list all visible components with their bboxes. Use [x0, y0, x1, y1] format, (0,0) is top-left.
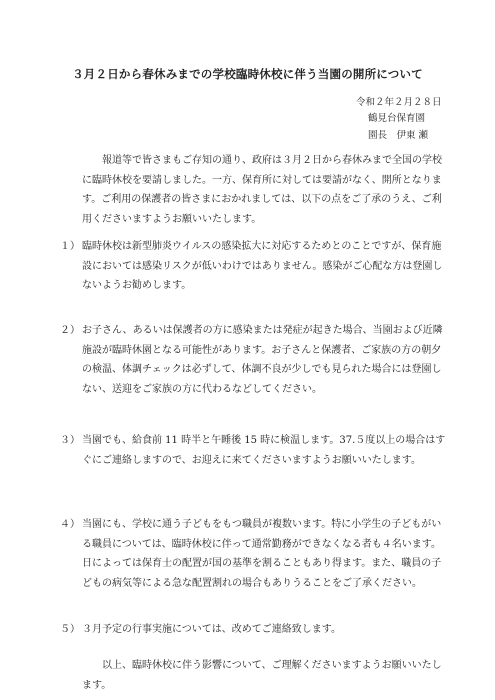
item-text: 臨時休校は新型肺炎ウイルスの感染拡大に対応するためとのことですが、保育施設においては感染リスクが低いわけではありません。感染がご心配な方は登園しないようお勧めします。	[82, 241, 443, 291]
list-item	[60, 431, 446, 470]
document-title: ３月２日から春休みまでの学校臨時休校に伴う当園の開所について	[72, 67, 423, 81]
organization-name: 鶴見台保育園	[368, 113, 426, 124]
list-item	[60, 620, 446, 640]
intro-paragraph: 報道等で皆さまもご存知の通り、政府は３月２日から春休みまで全国の学校に臨時休校を要請しました。一方、保育所に対しては要請がなく、開所となります。ご利用の保護者の皆さまにおかれましては、以下の点をご了承のうえ、ご利用くださいますようお願いいたします。	[82, 155, 442, 225]
item-text: 当園にも、学校に通う子どもをもつ職員が複数います。特に小学生の子どもがいる職員については、臨時休校に伴って通常勤務ができなくなる者も４名います。日によっては保育士の配置が国の基準を割ることもあり得ます。また、職員の子どもの病気等による急な配置割れの場合もありうることをご了承ください。	[82, 519, 442, 589]
list-item	[60, 237, 446, 296]
item-number: ２）	[60, 325, 80, 336]
list-item	[60, 515, 446, 593]
item-number: ５）	[60, 624, 80, 635]
item-text: 当園でも、給食前 11 時半と午睡後 15 時に検温します。37.５度以上の場合はすぐにご連絡しますので、お迎えに来てくださいますようお願いいたします。	[82, 435, 446, 466]
list-item	[60, 321, 446, 399]
director-name: 園長 伊東 瀬	[368, 130, 429, 141]
item-text: ３月予定の行事実施については、改めてご連絡致します。	[82, 624, 341, 635]
item-number: １）	[60, 241, 80, 252]
item-number: ３）	[60, 435, 80, 446]
item-number: ４）	[60, 519, 80, 530]
issue-date: 令和２年２月２８日	[356, 97, 442, 108]
item-text: お子さん、あるいは保護者の方に感染または発症が起きた場合、当園および近隣施設が臨時休園となる可能性があります。お子さんと保護者、ご家族の方の朝夕の検温、体調チェックは必ずして、体調不良が少しでも見られた場合には登園しない、送迎をご家族の方に代わるなどしてください。	[82, 325, 443, 395]
closing-paragraph: 以上、臨時休校に伴う影響について、ご理解くださいますようお願いいたします。	[82, 660, 442, 691]
